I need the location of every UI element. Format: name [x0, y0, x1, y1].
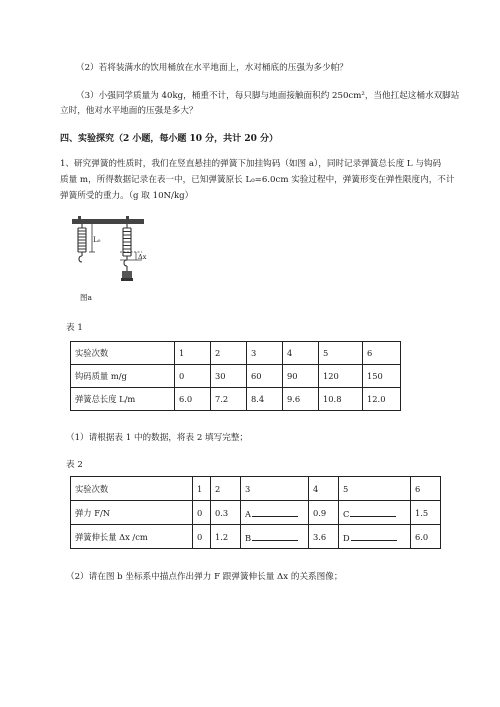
blank-underline	[350, 507, 396, 517]
left-spring	[78, 224, 86, 262]
blank-underline	[252, 531, 298, 541]
table-row	[71, 388, 401, 411]
table-cell: 6	[411, 477, 441, 501]
table-cell: 6.0	[411, 525, 441, 549]
table-cell: 6.0	[175, 388, 211, 411]
table-cell: 2	[211, 342, 247, 365]
blank-label: B	[245, 532, 252, 543]
table-cell: 弹簧总长度 L/m	[71, 388, 175, 411]
table-cell: 0	[193, 525, 211, 549]
blank-underline	[252, 507, 298, 517]
table-row	[71, 365, 401, 388]
table-cell: 1	[175, 342, 211, 365]
table-cell: 7.2	[211, 388, 247, 411]
table-cell: 0	[193, 501, 211, 525]
table-cell: 9.6	[283, 388, 319, 411]
table-cell: 0	[175, 365, 211, 388]
table-1	[70, 341, 401, 411]
table-1-title: 表 1	[66, 323, 83, 333]
table-cell: 0.3	[211, 501, 241, 525]
blank-cell-b	[241, 525, 309, 549]
blank-cell-a	[241, 501, 309, 525]
blank-cell-c	[339, 501, 411, 525]
problem-1-line-2: 质量 m，所得数据记录在表一中，已知弹簧原长 L₀=6.0cm 实验过程中，弹簧形变在弹性限度内，不计	[60, 175, 455, 185]
table-cell: 10.8	[319, 388, 363, 411]
dx-label: Δx	[138, 253, 147, 261]
l0-label: L₀	[93, 236, 101, 244]
table-cell: 实验次数	[71, 342, 175, 365]
hook-weight	[122, 271, 132, 278]
table-cell: 6	[363, 342, 401, 365]
table-cell: 1.5	[411, 501, 441, 525]
section-title: 四、实验探究（2 小题，每小题 10 分，共计 20 分）	[60, 134, 278, 144]
spring-diagram	[70, 215, 162, 307]
table-cell: 90	[283, 365, 319, 388]
table-cell: 5	[319, 342, 363, 365]
table-cell: 3	[247, 342, 283, 365]
question-3-line-2: 立时，他对水平地面的压强是多大？	[60, 106, 198, 116]
table-cell: 4	[309, 477, 339, 501]
problem-1-line-3: 弹簧所受的重力。（g 取 10N/kg）	[60, 191, 194, 201]
table-cell: 4	[283, 342, 319, 365]
table-2	[70, 476, 441, 549]
table-2-title: 表 2	[66, 460, 83, 470]
figure-caption: 图a	[80, 293, 92, 302]
table-cell: 2	[211, 477, 241, 501]
table-cell: 钩码质量 m/g	[71, 365, 175, 388]
table-cell: 1	[193, 477, 211, 501]
blank-label: A	[245, 508, 251, 519]
right-spring	[123, 224, 131, 271]
table-cell: 12.0	[363, 388, 401, 411]
question-3-line-1: （3）小强同学质量为 40kg，桶重不计，每只脚与地面接触面积约 250cm²，当他扛起这桶水双脚站	[76, 91, 460, 101]
table-row	[71, 477, 441, 501]
table-cell: 150	[363, 365, 401, 388]
problem-1-line-1: 1、研究弹簧的性质时，我们在竖直悬挂的弹簧下加挂钩码（如图 a），同时记录弹簧总长度 L 与钩码	[60, 159, 442, 169]
spring-figure	[70, 215, 162, 307]
table-row	[71, 342, 401, 365]
table-cell: 120	[319, 365, 363, 388]
table-row	[71, 501, 441, 525]
ceiling-bar	[72, 219, 144, 224]
table-cell: 0.9	[309, 501, 339, 525]
table-cell: 实验次数	[71, 477, 193, 501]
table-cell: 30	[211, 365, 247, 388]
table-cell: 60	[247, 365, 283, 388]
sub-question-2: （2）请在图 b 坐标系中描点作出弹力 F 跟弹簧伸长量 Δx 的关系图像；	[66, 572, 343, 582]
table-cell: 5	[339, 477, 411, 501]
table-cell: 8.4	[247, 388, 283, 411]
table-cell: 3	[241, 477, 309, 501]
table-cell: 1.2	[211, 525, 241, 549]
table-cell: 弹力 F/N	[71, 501, 193, 525]
table-cell: 3.6	[309, 525, 339, 549]
blank-underline	[351, 531, 397, 541]
table-cell: 弹簧伸长量 Δx /cm	[71, 525, 193, 549]
table-row	[71, 525, 441, 549]
blank-label: D	[343, 532, 350, 543]
sub-question-1: （1）请根据表 1 中的数据，将表 2 填写完整；	[66, 433, 249, 443]
blank-label: C	[343, 508, 350, 519]
question-2: （2）若将装满水的饮用桶放在水平地面上，水对桶底的压强为多少帕？	[76, 63, 348, 73]
blank-cell-d	[339, 525, 411, 549]
